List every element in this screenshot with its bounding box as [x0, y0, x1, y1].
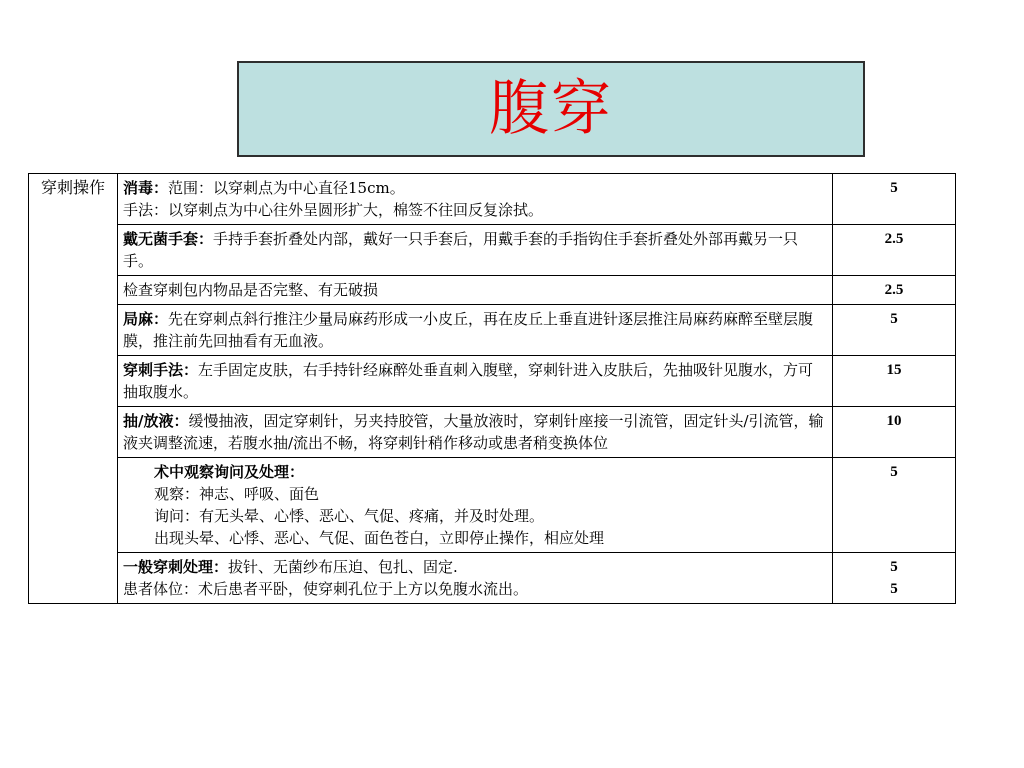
scoring-table [28, 173, 956, 604]
item-cell [118, 407, 833, 458]
item-cell [118, 276, 833, 305]
item-text: 出现头晕、心悸、恶心、气促、面色苍白，立即停止操作，相应处理 [154, 529, 605, 547]
page-title: 腹穿 [489, 74, 613, 144]
score-cell [833, 553, 956, 604]
score-cell: 10 [833, 407, 956, 458]
item-text: 范围：以穿刺点为中心直径15cm。 [168, 179, 405, 197]
score-cell: 5 [833, 305, 956, 356]
item-heading: 一般穿刺处理： [123, 558, 229, 576]
item-cell [118, 458, 833, 553]
score-cell: 2.5 [833, 225, 956, 276]
item-text: 询问：有无头晕、心悸、恶心、气促、疼痛，并及时处理。 [154, 507, 545, 525]
table-row [29, 305, 956, 356]
item-text: 观察：神志、呼吸、面色 [154, 485, 320, 503]
score-cell: 5 [833, 174, 956, 225]
table-row [29, 174, 956, 225]
item-heading: 戴无菌手套： [123, 230, 214, 248]
item-text: 患者体位：术后患者平卧，使穿刺孔位于上方以免腹水流出。 [123, 580, 529, 598]
score-cell: 2.5 [833, 276, 956, 305]
table-row [29, 225, 956, 276]
table-row [29, 356, 956, 407]
item-cell [118, 553, 833, 604]
item-cell [118, 174, 833, 225]
score-value: 5 [890, 581, 898, 597]
item-heading: 穿刺手法： [123, 361, 199, 379]
item-cell [118, 356, 833, 407]
score-value: 5 [890, 559, 898, 575]
item-text: 手法：以穿刺点为中心往外呈圆形扩大，棉签不往回反复涂拭。 [123, 201, 544, 219]
item-text: 先在穿刺点斜行推注少量局麻药形成一小皮丘，再在皮丘上垂直进针逐层推注局麻药麻醉至壁层腹膜，推注前先回抽看有无血液。 [123, 310, 814, 350]
item-text: 左手固定皮肤，右手持针经麻醉处垂直刺入腹壁，穿刺针进入皮肤后，先抽吸针见腹水，方可抽取腹水。 [123, 361, 814, 401]
item-text: 检查穿刺包内物品是否完整、有无破损 [123, 281, 379, 299]
item-text: 手持手套折叠处内部，戴好一只手套后，用戴手套的手指钩住手套折叠处外部再戴另一只手。 [123, 230, 799, 270]
category-cell: 穿刺操作 [29, 174, 118, 604]
title-banner [237, 61, 865, 157]
score-cell: 5 [833, 458, 956, 553]
item-cell [118, 305, 833, 356]
table-row [29, 458, 956, 553]
item-text: 缓慢抽液，固定穿刺针，另夹持胶管，大量放液时，穿刺针座接一引流管，固定针头/引流管，输液夹调整流速，若腹水抽/流出不畅，将穿刺针稍作移动或患者稍变换体位 [123, 412, 824, 452]
table-row [29, 407, 956, 458]
table-row [29, 553, 956, 604]
item-heading: 术中观察询问及处理： [154, 463, 305, 481]
item-heading: 消毒： [123, 179, 169, 197]
item-cell [118, 225, 833, 276]
item-heading: 抽/放液： [123, 412, 189, 430]
table-row [29, 276, 956, 305]
score-cell: 15 [833, 356, 956, 407]
item-text: 拔针、无菌纱布压迫、包扎、固定. [228, 558, 458, 576]
item-heading: 局麻： [123, 310, 169, 328]
